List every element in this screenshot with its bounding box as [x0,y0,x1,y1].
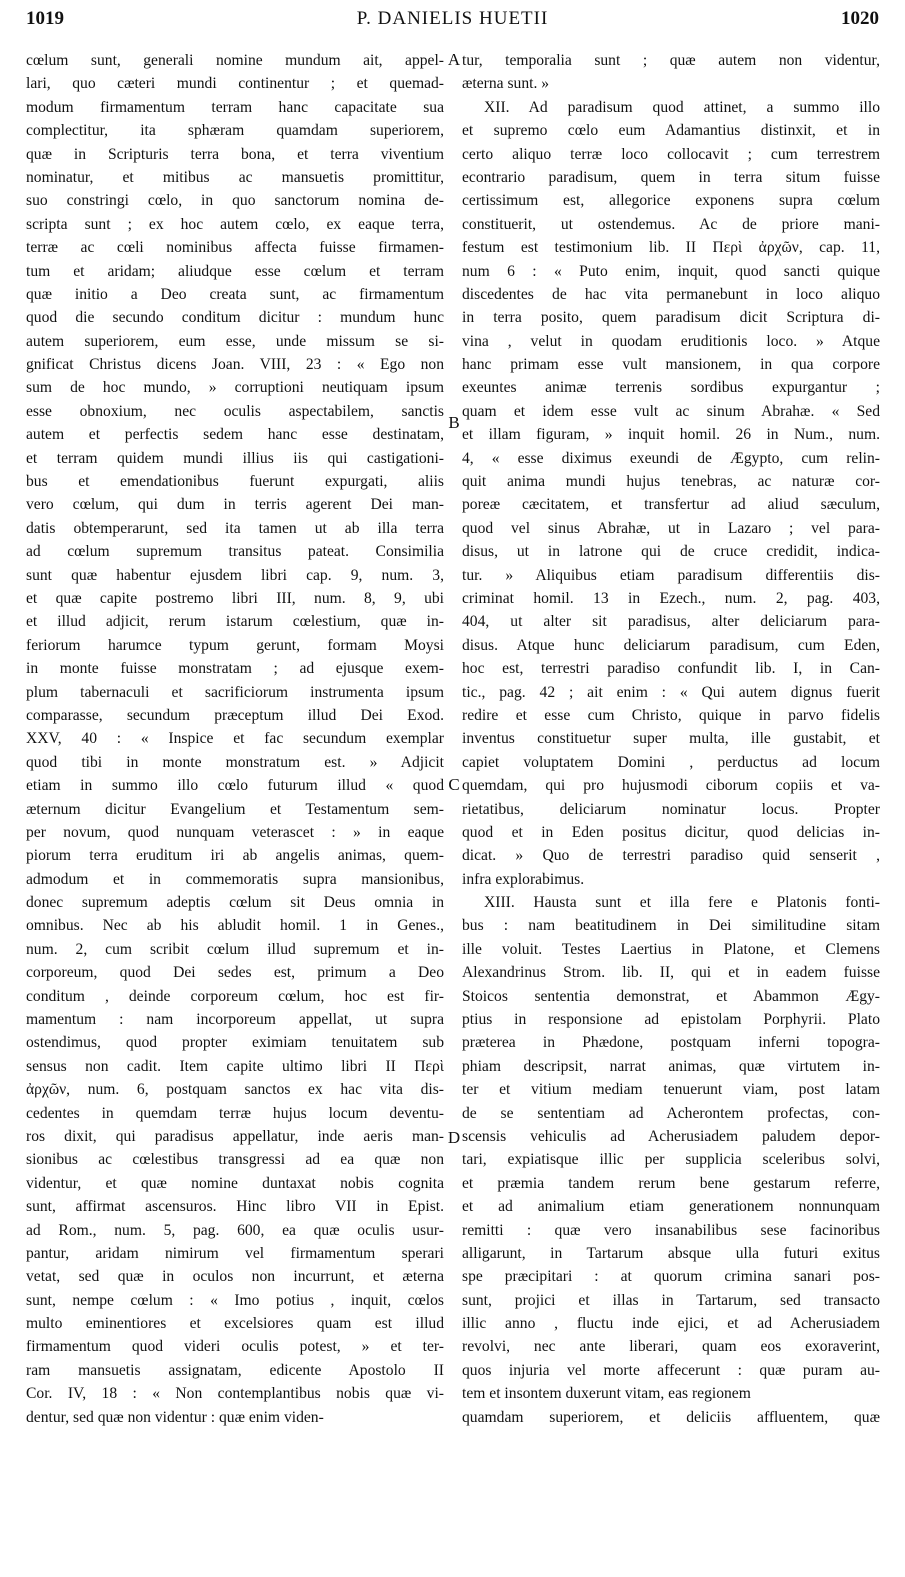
text-line: ἀρχῶν, num. 6, postquam sanctos ex hac vita dis- [26,1081,444,1099]
text-line: tari, expiatisque illic per supplicia sceleribus solvi, [462,1151,880,1169]
text-line: certissimum est, allegorice exponens supra cœlum [462,192,880,210]
text-line: ros dixit, qui paradisus appellatur, inde aeris man- [26,1127,444,1145]
text-line: feriorum harumce typum gerunt, formam Moysi [26,636,444,654]
text-line: quod tibi in monte monstratum est. » Adjicit [26,753,444,771]
text-line: tur, temporalia sunt ; quæ autem non videntur, [462,52,880,69]
text-line: num. 2, cum scribit cœlum illud supremum et in- [26,940,444,958]
text-line: et supremo cœlo eum Adamantius distinxit, et in [462,122,880,140]
text-line: quos injuria vel morte affecerunt : quæ puram au- [462,1361,880,1379]
text-line: tum et aridam; aliudque esse cœlum et terram [26,262,444,280]
text-line: ad cœlum supremum transitus pateat. Consimilia [26,543,444,561]
text-line: scensis vehiculis ad Acherusiadem paludem depor- [462,1127,880,1145]
text-line: poreæ cæcitatem, et transfertur ad aliud sæculum, [462,496,880,514]
text-line: quod die secundo conditum dicitur : mundum hunc [26,309,444,327]
text-line: redire et esse cum Christo, quique in parvo fidelis [462,706,880,724]
page-number-left: 1019 [26,8,64,29]
text-line: XIII. Hausta sunt et illa fere e Platonis fonti- [484,894,880,912]
text-line: sum de hoc mundo, » corruptioni neutiquam ipsum [26,379,444,397]
text-line: sensus non cadit. Item capite ultimo libri II Περὶ [26,1057,444,1075]
margin-letter-d: D [447,1128,461,1147]
text-line: mamentum : nam incorporeum appellat, ut supra [26,1011,444,1029]
text-line: quamdam superiorem, et deliciis affluentem, quæ [462,1408,880,1426]
text-line: autem et perfectis sedem hanc esse destinatam, [26,426,444,444]
text-line: XII. Ad paradisum quod attinet, a summo illo [484,98,880,116]
text-line: per novum, quod nunquam veterascet : » in eaque [26,823,444,841]
text-line: scripta sunt ; ex hoc autem cœlo, ex eaque terra, [26,215,444,233]
text-line: sionibus ac cœlestibus transgressi ad ea quæ non [26,1151,444,1169]
text-line: capiet voluptatem Domini , perductus ad locum [462,753,880,771]
text-line: dicat. » Quo de terrestri paradiso quid senserit , [462,847,880,865]
text-line: criminat homil. 13 in Ezech., num. 2, pag. 403, [462,589,880,607]
text-line: et terram quidem mundi illius iis qui castigationi- [26,449,444,467]
text-line: cœlum sunt, generali nomine mundum ait, appel- [26,52,444,69]
text-line: constituerit, ut ostendemus. Ac de priore mani- [462,215,880,233]
right-column [462,49,880,1569]
text-line: suo constringi cœlo, in quo sanctorum nomina de- [26,192,444,210]
text-line: comparasse, secundum præceptum illud Dei Exod. [26,706,444,724]
margin-letter-c: C [448,775,460,794]
text-line: hoc est, terrestri paradiso confundit lib. I, in Can- [462,660,880,678]
text-line: conditum , deinde corporeum cœlum, hoc est fir- [26,987,444,1005]
left-column [26,49,444,1569]
text-line: firmamentum quod videri oculis potest, » et ter- [26,1338,444,1356]
text-line: sunt, projici et illas in Tartarum, sed transacto [462,1291,880,1309]
text-line: revolvi, nec ante liberari, quam eos exoraverint, [462,1338,880,1356]
text-line: XXV, 40 : « Inspice et fac secundum exemplar [26,730,444,748]
text-line: tem et insontem duxerunt vitam, eas regionem [462,1385,751,1403]
text-line: illic anno , fluctu inde ejici, et ad Acherusiadem [462,1315,880,1333]
text-line: æternum dicitur Evangelium et Testamentum sem- [26,800,444,818]
text-line: vina , velut in quodam eruditionis loco. » Atque [462,332,880,350]
text-line: quit anima mundi hujus tenebras, ac naturæ cor- [462,473,880,491]
text-line: Stoicos sententia demonstrat, et Abammon Ægy- [462,987,880,1005]
text-line: admodum et in commemoratis supra mansionibus, [26,870,444,888]
text-line: disus. Atque hunc deliciarum paradisum, cum Eden, [462,636,880,654]
text-line: sunt quæ habentur ejusdem libri cap. 9, num. 3, [26,566,444,584]
text-line: piorum terra eruditum iri ab angelis animas, quem- [26,847,444,865]
text-line: Alexandrinus Strom. lib. II, qui et in eadem fuisse [462,964,880,982]
text-line: tic., pag. 42 ; ait enim : « Qui autem dignus fuerit [462,683,880,701]
text-line: bus et emendationibus fuerunt expurgati, aliis [26,473,444,491]
text-line: spe præcipitari : at quorum crimina sanari pos- [462,1268,880,1286]
text-line: ostendimus, quod propter eximiam tenuitatem sub [26,1034,444,1052]
text-line: exeuntes animæ terrenis sordibus expurgantur ; [462,379,880,397]
text-line: et quæ capite postremo libri III, num. 8, 9, ubi [26,589,444,607]
text-line: et illam figuram, » inquit homil. 26 in Num., num. [462,426,880,444]
text-line: tur. » Aliquibus etiam paradisum differentiis dis- [462,566,880,584]
text-line: infra explorabimus. [462,870,585,888]
text-line: complectitur, ita sphæram quamdam superiorem, [26,122,444,140]
text-line: plum tabernaculi et sacrificiorum instrumenta ipsum [26,683,444,701]
text-line: 404, ut alter sit paradisus, alter deliciarum para- [462,613,880,631]
text-line: multo eminentiores et excelsiores quam est illud [26,1315,444,1333]
text-line: inventus constituetur super multa, ille gustabit, et [462,730,880,748]
text-line: cedentes in quemdam terræ hujus locum deventu- [26,1104,444,1122]
text-line: Cor. IV, 18 : « Non contemplantibus nobis quæ vi- [26,1385,444,1403]
text-line: 4, « esse diximus exeundi de Ægypto, cum relin- [462,449,880,467]
text-line: omnibus. Nec ab his abludit homil. 1 in Genes., [26,917,444,935]
text-line: quæ initio a Deo creata sunt, ac firmamentum [26,285,444,303]
text-line: remitti : quæ vero insanabilibus sese facinoribus [462,1221,880,1239]
text-line: datis obtemperarunt, sed ita tamen ut ab illa terra [26,519,444,537]
text-line: num 6 : « Puto enim, inquit, quod sancti quique [462,262,880,280]
text-line: donec supremum adeptis cœlum sit Deus omnia in [26,894,444,912]
text-line: hanc primam esse vult mansionem, in qua corpore [462,356,880,374]
text-line: disus, ut in latrone qui de cruce credidit, indica- [462,543,880,561]
text-line: econtrario paradisum, quem in terra situm fuisse [462,168,880,186]
text-line: ram mansuetis assignatam, edicente Apostolo II [26,1361,444,1379]
text-line: nominatur, et mitibus ac mansuetis promittitur, [26,168,444,186]
text-line: certo aliquo terræ loco collocavit ; cum terrestrem [462,145,880,163]
text-line: sunt, nempe cœlum : « Imo potius , inquit, cœlos [26,1291,444,1309]
text-line: terræ ac cœli nominibus affecta fuisse firmamen- [26,239,444,257]
text-line: ter et vitium mediam tenuerunt viam, post latam [462,1081,880,1099]
text-line: videntur, et quæ nomine duntaxat nobis cognita [26,1174,444,1192]
text-line: ptius in responsione ad epistolam Porphyrii. Plato [462,1011,880,1029]
text-line: modum firmamentum terram hanc capacitate sua [26,98,444,116]
text-line: præterea in Phædone, postquam inferni topogra- [462,1034,880,1052]
running-header [26,8,879,42]
text-line: alligarunt, in Tartarum absque ulla futuri exitus [462,1244,880,1262]
text-line: etiam in summo illo cœlo futurum illud « quod [26,777,444,795]
page-number-right: 1020 [841,8,879,29]
text-line: dentur, sed quæ non videntur : quæ enim viden- [26,1408,324,1426]
text-line: æterna sunt. » [462,75,550,93]
text-line: quod vel sinus Abrahæ, ut in Lazaro ; vel para- [462,519,880,537]
text-line: lari, quo cæteri mundi continentur ; et quemad- [26,75,444,93]
text-line: corporeum, quod Dei sedes est, primum a Deo [26,964,444,982]
text-line: et ad animalium etiam generationem nonnunquam [462,1198,880,1216]
text-line: autem superiorem, eum esse, unde missum se si- [26,332,444,350]
text-line: quod et in Eden positus dicitur, quod delicias in- [462,823,880,841]
text-line: pantur, aridam nimirum vel firmamentum sperari [26,1244,444,1262]
text-line: quam et idem esse vult ac sinum Abrahæ. « Sed [462,402,880,420]
text-line: vetat, sed quæ in oculos non incurrunt, et æterna [26,1268,444,1286]
text-line: in terra posito, quem paradisum dicit Scriptura di- [462,309,880,327]
text-line: quemdam, qui pro hujusmodi ciborum copiis et va- [462,777,880,795]
text-line: et illud adjicit, rerum istarum cœlestium, quæ in- [26,613,444,631]
text-line: ad Rom., num. 5, pag. 600, ea quæ oculis usur- [26,1221,444,1239]
running-title: P. DANIELIS HUETII [356,8,549,29]
text-line: esse obnoxium, nec oculis aspectabilem, sanctis [26,402,444,420]
margin-letter-a: A [447,50,461,69]
margin-letter-b: B [448,413,460,432]
text-line: rietatibus, deliciarum nominatur locus. Propter [462,800,880,818]
text-line: bus : nam beatitudinem in Dei similitudine sitam [462,917,880,935]
text-line: sunt, affirmat ascensuros. Hinc libro VII in Epist. [26,1198,444,1216]
text-line: quæ in Scripturis terra bona, et terra viventium [26,145,444,163]
text-line: gnificat Christus dicens Joan. VIII, 23 : « Ego non [26,356,444,374]
text-line: phiam descripsit, narrat animas, quæ virtutem in- [462,1057,880,1075]
text-line: ille voluit. Testes Laertius in Platone, et Clemens [462,940,880,958]
text-line: de se sententiam ad Acherontem profectas, con- [462,1104,880,1122]
text-line: discedentes de hac vita permanebunt in loco aliquo [462,285,880,303]
text-line: festum est testimonium lib. II Περὶ ἀρχῶν, cap. 11, [462,239,880,257]
text-line: in monte fuisse monstratam ; ad ejusque exem- [26,660,444,678]
text-line: vero cœlum, qui dum in terris agerent Dei man- [26,496,444,514]
text-line: et præmia tandem rerum bene gestarum referre, [462,1174,880,1192]
